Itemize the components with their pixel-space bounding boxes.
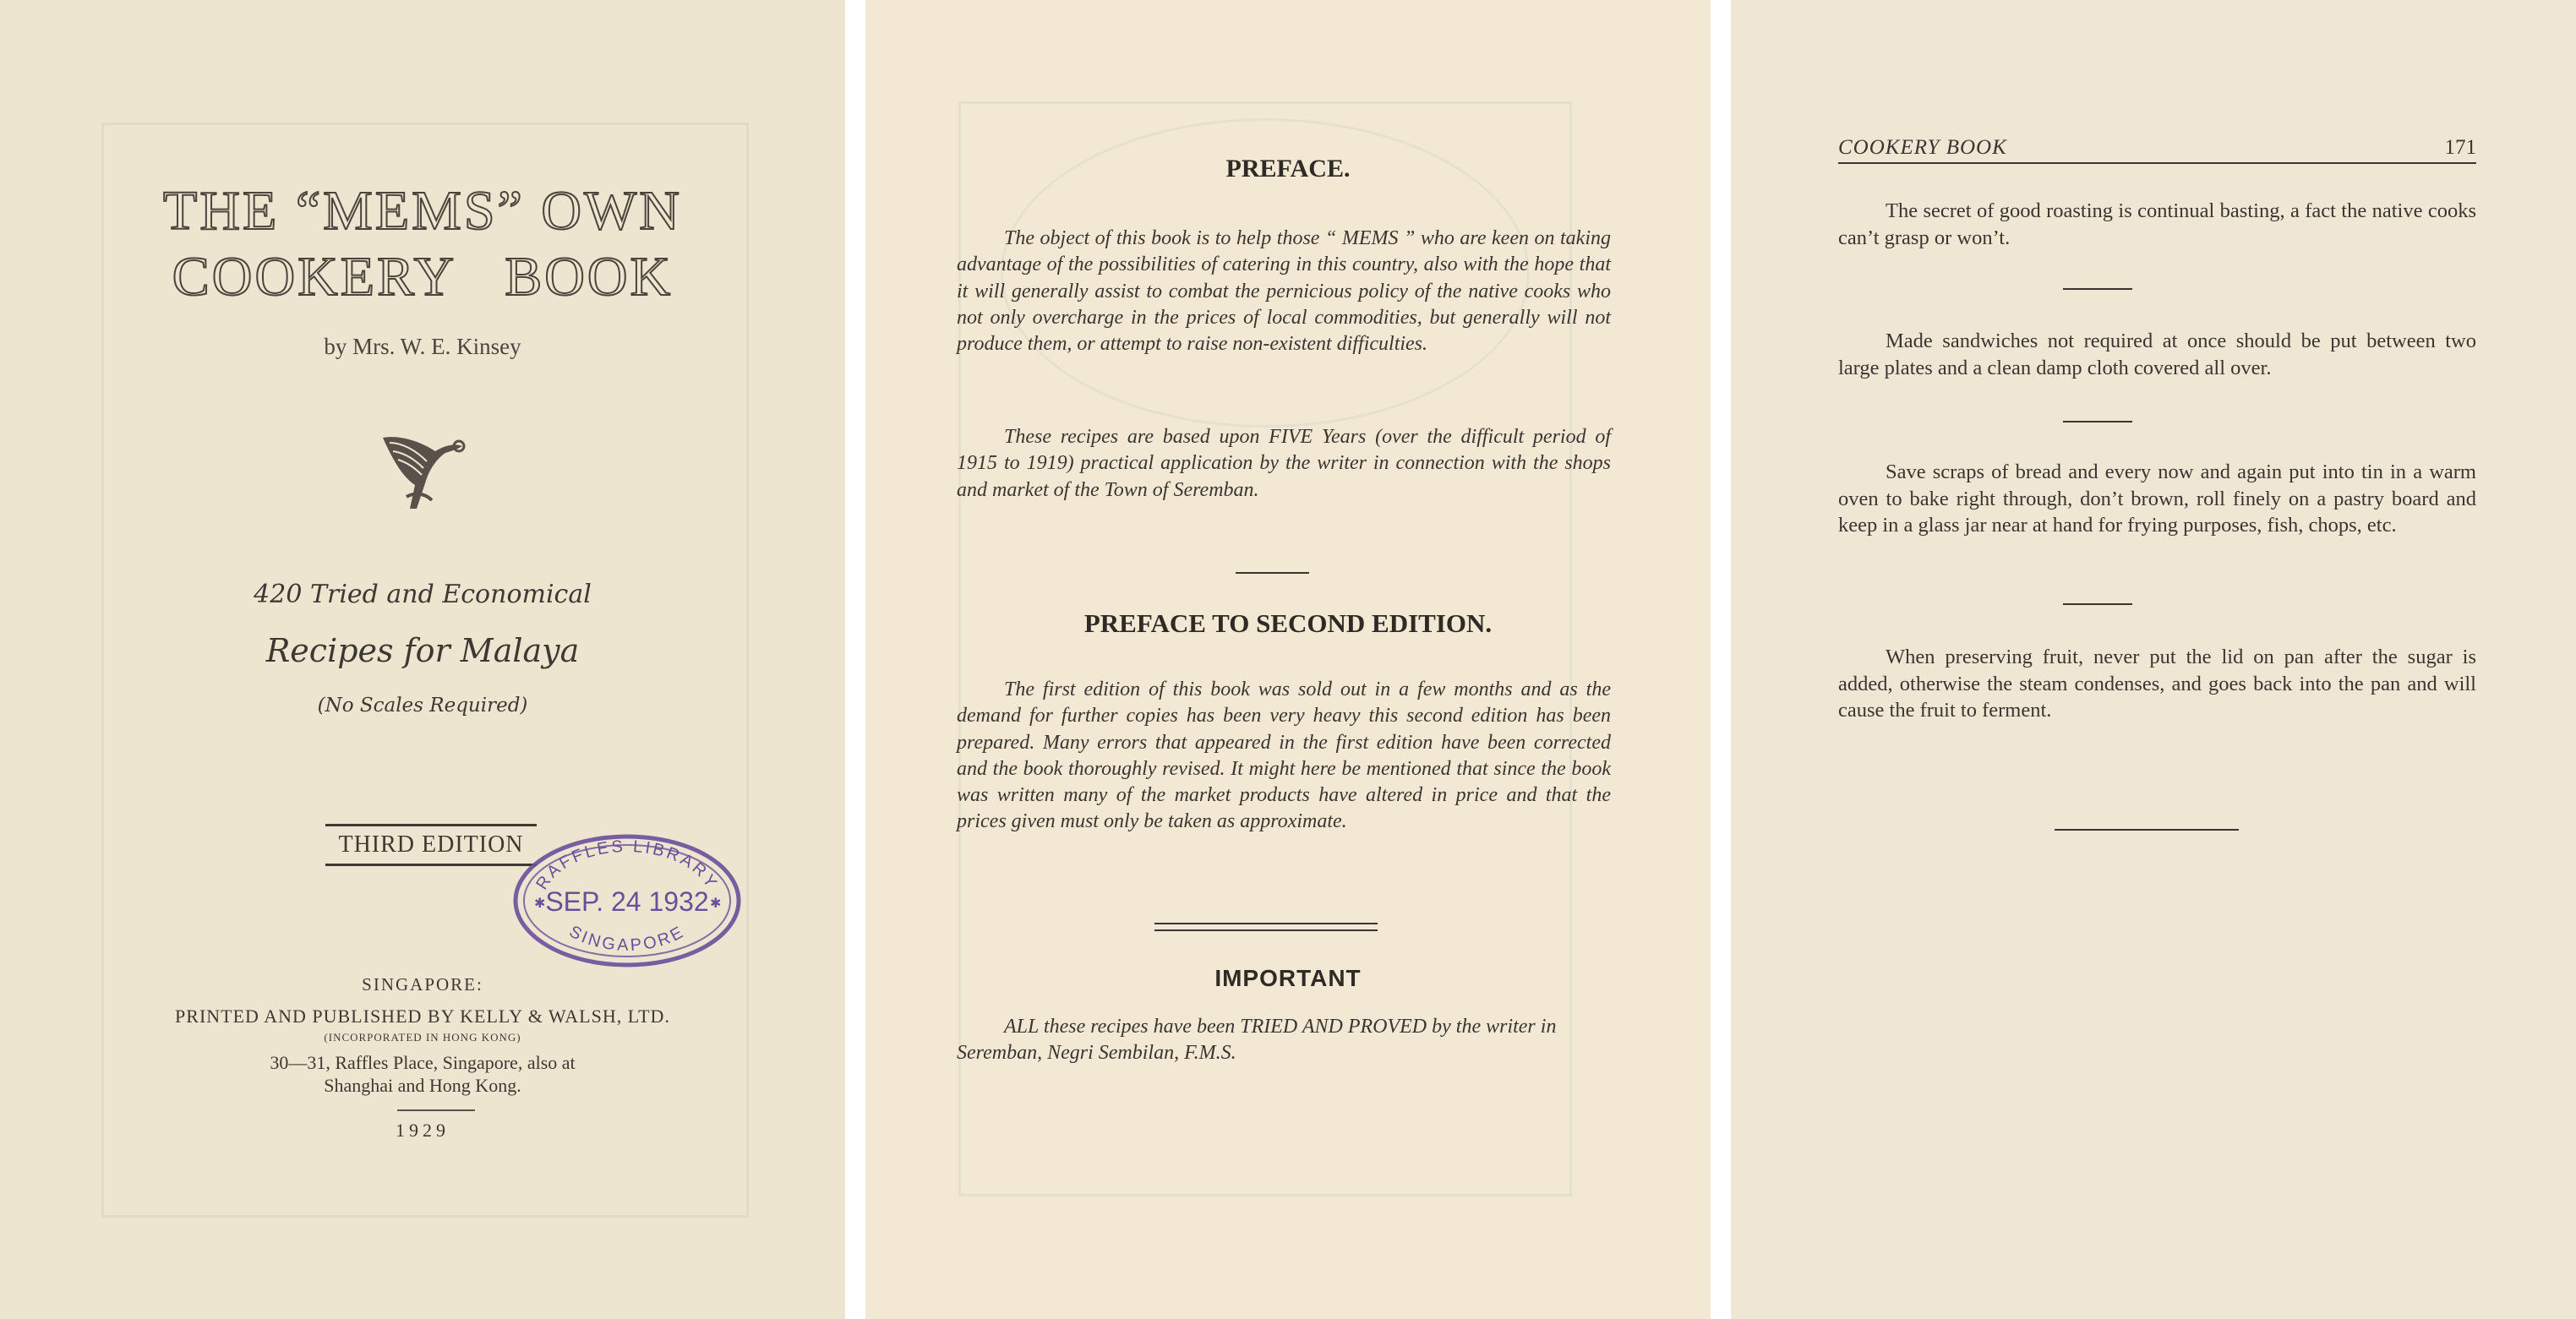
double-divider-top (1154, 923, 1378, 924)
subtitle-line-3: (No Scales Required) (317, 695, 528, 717)
stamp-star-icon: ✱ (710, 895, 722, 911)
subtitle-line-1: 420 Tried and Economical (254, 580, 592, 609)
preface-page (865, 0, 1711, 1319)
divider (2063, 421, 2132, 422)
title-page (0, 0, 845, 1319)
stamp-top-text: RAFFLES LIBRARY (532, 837, 722, 893)
stamp-star-icon: ✱ (534, 895, 546, 911)
running-header (1838, 136, 2476, 164)
important-heading: IMPORTANT (1214, 965, 1362, 991)
tip-paragraph: Save scraps of bread and every now and again put into tin in a warm oven to bake right through, don’t brown, roll finely on a pastry board and keep in a glass jar near at hand for frying purposes, fish, chops, etc. (1838, 461, 2476, 537)
end-divider (2055, 829, 2239, 831)
page-number: 171 (2444, 136, 2476, 159)
recipe-page (1731, 0, 2576, 1319)
second-edition-heading: PREFACE TO SECOND EDITION. (1083, 608, 1493, 638)
book-title-line-2: COOKERY BOOK (172, 246, 674, 308)
double-divider-bottom (1154, 929, 1378, 931)
second-edition-paragraph: The first edition of this book was sold out in a few months and as the demand for further copies has been very heavy this second edition has been prepared. Many errors that appeared in the first edition have been corrected and the book thoroughly revised. It might here be mentioned that since the book was written many of the market products have altered in price and that the prices given must only be taken as approximate. (957, 679, 1611, 833)
book-title-line-1: THE “MEMS” OWN (163, 180, 682, 242)
divider (397, 1109, 475, 1111)
stamp-date: SEP. 24 1932 (545, 886, 709, 917)
tip-paragraph: The secret of good roasting is continual basting, a fact the native cooks can’t grasp or won’t. (1838, 199, 2476, 249)
stamp-bottom-text: SINGAPORE (565, 922, 689, 955)
important-paragraph: ALL these recipes have been TRIED AND PROVED by the writer in Seremban, Negri Sembilan, F.M.S. (957, 1016, 1557, 1065)
publisher-line: PRINTED AND PUBLISHED BY KELLY & WALSH, LTD. (175, 1006, 670, 1027)
subtitle-line-2: Recipes for Malaya (265, 632, 580, 669)
address-line-2: Shanghai and Hong Kong. (324, 1075, 521, 1096)
edition-label: THIRD EDITION (325, 824, 537, 866)
library-stamp (509, 826, 745, 970)
running-title: COOKERY BOOK (1838, 136, 2007, 159)
preface-paragraph-1: The object of this book is to help those “ MEMS ” who are keen on taking advantage of the possibilities of catering in this country, also with the hope that it will generally assist to combat the pernicious policy of the native cooks who not only overcharge in the prices of local commodities, but generally will not produce them, or attempt to raise non-existent difficulties. (957, 227, 1611, 356)
incorporated-line: (INCORPORATED IN HONG KONG) (324, 1031, 521, 1044)
publication-year: 1929 (396, 1120, 450, 1141)
lyre-emblem-icon (376, 431, 469, 515)
tip-paragraph: Made sandwiches not required at once should be put between two large plates and a clean damp cloth covered all over. (1838, 330, 2476, 379)
tip-paragraph: When preserving fruit, never put the lid on pan after the sugar is added, otherwise the steam condenses, and goes back into the pan and will cause the fruit to ferment. (1838, 646, 2476, 722)
svg-text:SINGAPORE (566, 922, 689, 954)
preface-heading: PREFACE. (1225, 155, 1351, 183)
preface-paragraph-2: These recipes are based upon FIVE Years (over the difficult period of 1915 to 1919) practical application by the writer in connection with the shops and market of the Town of Seremban. (957, 426, 1611, 501)
divider (2063, 288, 2132, 290)
svg-text:RAFFLES LIBRARY (532, 837, 722, 893)
divider (2063, 603, 2132, 605)
author-line: by Mrs. W. E. Kinsey (324, 334, 521, 359)
divider (1236, 572, 1309, 574)
publisher-place: SINGAPORE: (362, 974, 483, 995)
address-line-1: 30—31, Raffles Place, Singapore, also at (270, 1052, 576, 1073)
